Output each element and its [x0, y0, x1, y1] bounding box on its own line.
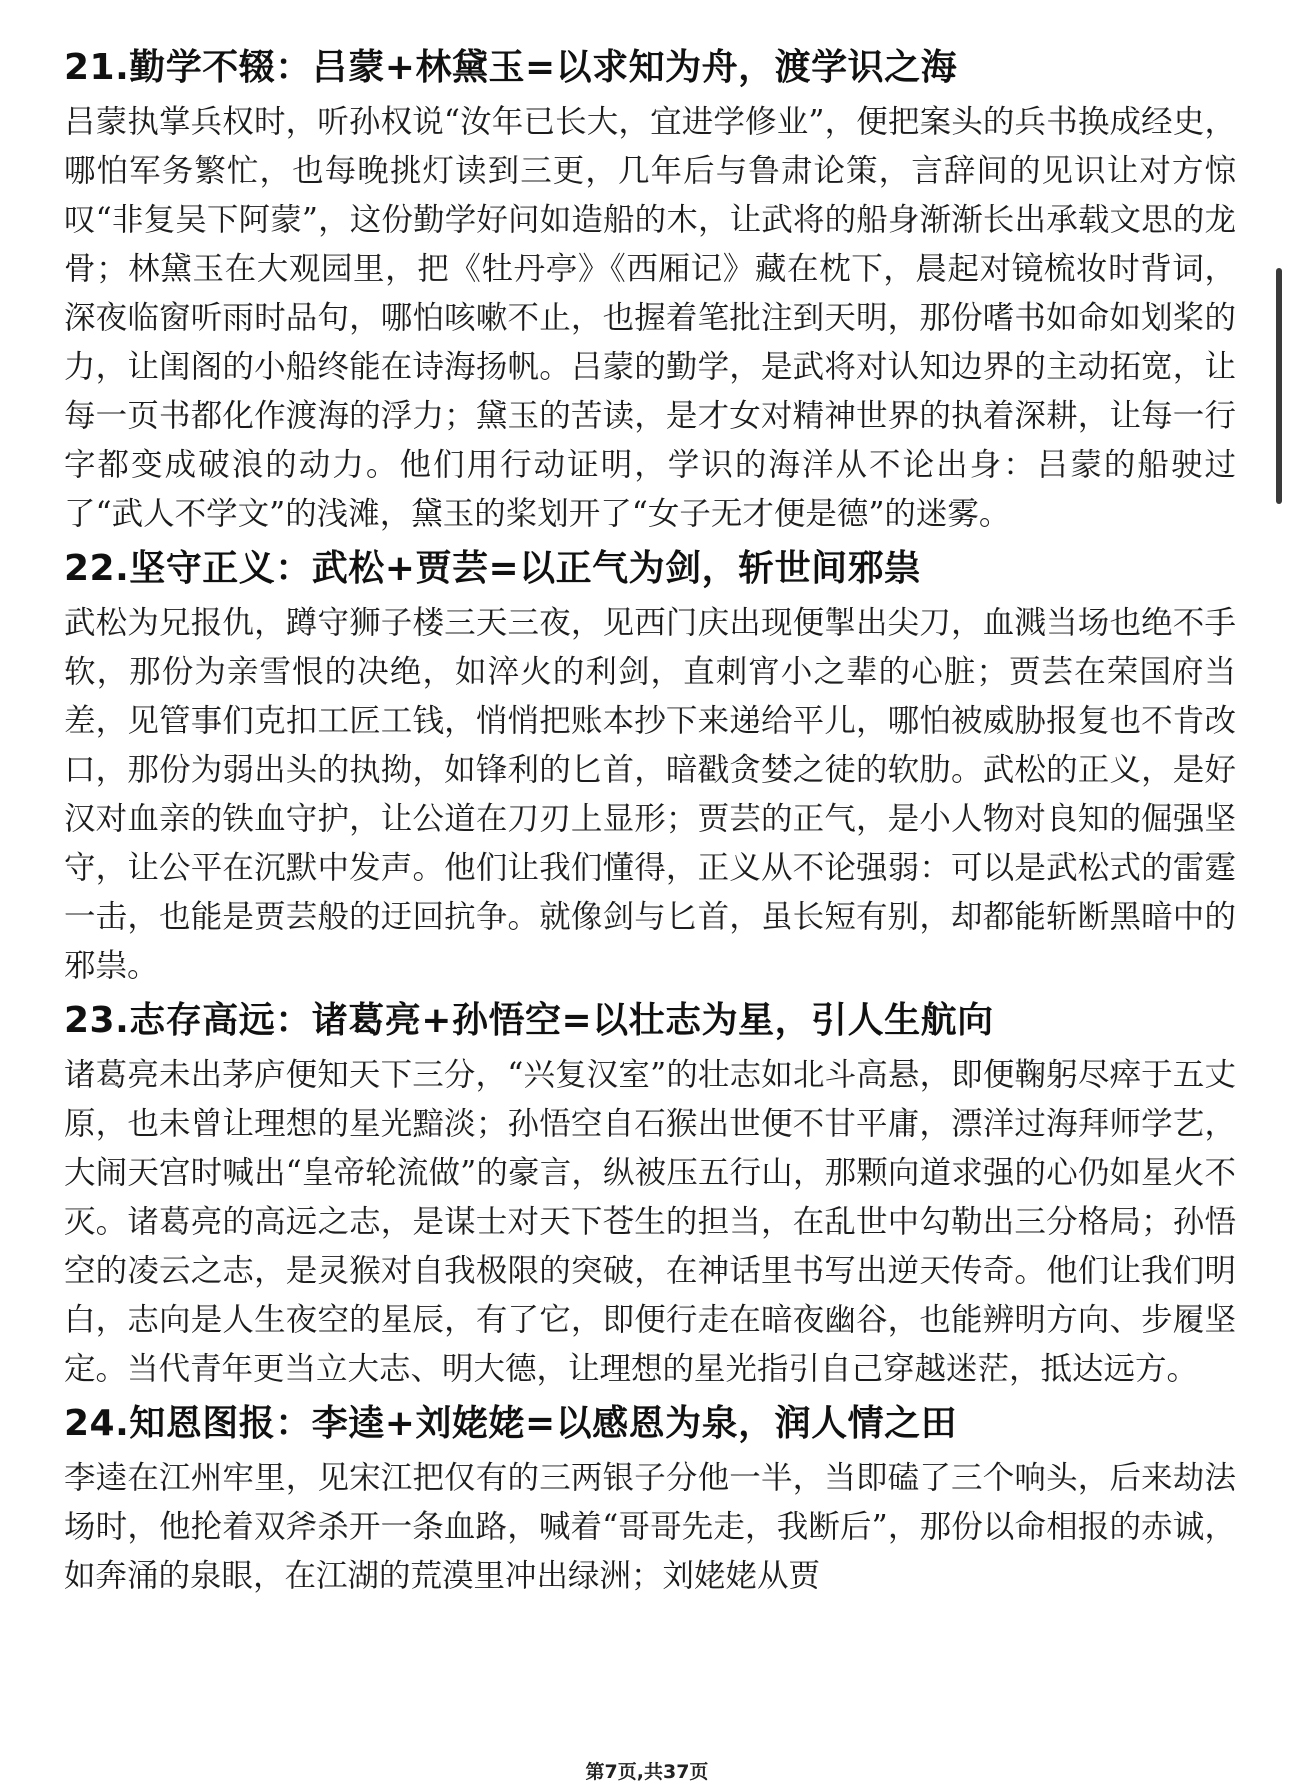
section-heading: 21.勤学不辍：吕蒙+林黛玉=以求知为舟，渡学识之海	[64, 47, 958, 88]
section-heading: 23.志存高远：诸葛亮+孙悟空=以壮志为星，引人生航向	[64, 1000, 994, 1041]
document-page	[64, 38, 1236, 1601]
section-heading: 22.坚守正义：武松+贾芸=以正气为剑，斩世间邪祟	[64, 548, 921, 589]
section-23	[64, 991, 1236, 1394]
section-paragraph: 诸葛亮未出茅庐便知天下三分，“兴复汉室”的壮志如北斗高悬，即便鞠躬尽瘁于五丈原，也未曾让理想的星光黯淡；孙悟空自石猴出世便不甘平庸，漂洋过海拜师学艺，大闹天宫时喊出“皇帝轮流做”的豪言，纵被压五行山，那颗向道求强的心仍如星火不灭。诸葛亮的高远之志，是谋士对天下苍生的担当，在乱世中勾勒出三分格局；孙悟空的凌云之志，是灵猴对自我极限的突破，在神话里书写出逆天传奇。他们让我们明白，志向是人生夜空的星辰，有了它，即便行走在暗夜幽谷，也能辨明方向、步履坚定。当代青年更当立大志、明大德，让理想的星光指引自己穿越迷茫，抵达远方。	[64, 1057, 1236, 1387]
section-21	[64, 38, 1236, 539]
section-24	[64, 1394, 1236, 1601]
scrollbar-thumb[interactable]	[1276, 268, 1282, 504]
section-paragraph: 李逵在江州牢里，见宋江把仅有的三两银子分他一半，当即磕了三个响头，后来劫法场时，他抡着双斧杀开一条血路，喊着“哥哥先走，我断后”，那份以命相报的赤诚，如奔涌的泉眼，在江湖的荒漠里冲出绿洲；刘姥姥从贾	[64, 1460, 1236, 1594]
section-heading: 24.知恩图报：李逵+刘姥姥=以感恩为泉，润人情之田	[64, 1403, 958, 1444]
section-22	[64, 539, 1236, 991]
page-number: 第7页,共37页	[585, 1761, 709, 1783]
section-paragraph: 吕蒙执掌兵权时，听孙权说“汝年已长大，宜进学修业”，便把案头的兵书换成经史，哪怕军务繁忙，也每晚挑灯读到三更，几年后与鲁肃论策，言辞间的见识让对方惊叹“非复吴下阿蒙”，这份勤学好问如造船的木，让武将的船身渐渐长出承载文思的龙骨；林黛玉在大观园里，把《牡丹亭》《西厢记》藏在枕下，晨起对镜梳妆时背词，深夜临窗听雨时品句，哪怕咳嗽不止，也握着笔批注到天明，那份嗜书如命如划桨的力，让闺阁的小船终能在诗海扬帆。吕蒙的勤学，是武将对认知边界的主动拓宽，让每一页书都化作渡海的浮力；黛玉的苦读，是才女对精神世界的执着深耕，让每一行字都变成破浪的动力。他们用行动证明，学识的海洋从不论出身：吕蒙的船驶过了“武人不学文”的浅滩，黛玉的桨划开了“女子无才便是德”的迷雾。	[64, 104, 1236, 532]
section-paragraph: 武松为兄报仇，蹲守狮子楼三天三夜，见西门庆出现便掣出尖刀，血溅当场也绝不手软，那份为亲雪恨的决绝，如淬火的利剑，直刺宵小之辈的心脏；贾芸在荣国府当差，见管事们克扣工匠工钱，悄悄把账本抄下来递给平儿，哪怕被威胁报复也不肯改口，那份为弱出头的执拗，如锋利的匕首，暗戳贪婪之徒的软肋。武松的正义，是好汉对血亲的铁血守护，让公道在刀刃上显形；贾芸的正气，是小人物对良知的倔强坚守，让公平在沉默中发声。他们让我们懂得，正义从不论强弱：可以是武松式的雷霆一击，也能是贾芸般的迂回抗争。就像剑与匕首，虽长短有别，却都能斩断黑暗中的邪祟。	[64, 605, 1236, 984]
